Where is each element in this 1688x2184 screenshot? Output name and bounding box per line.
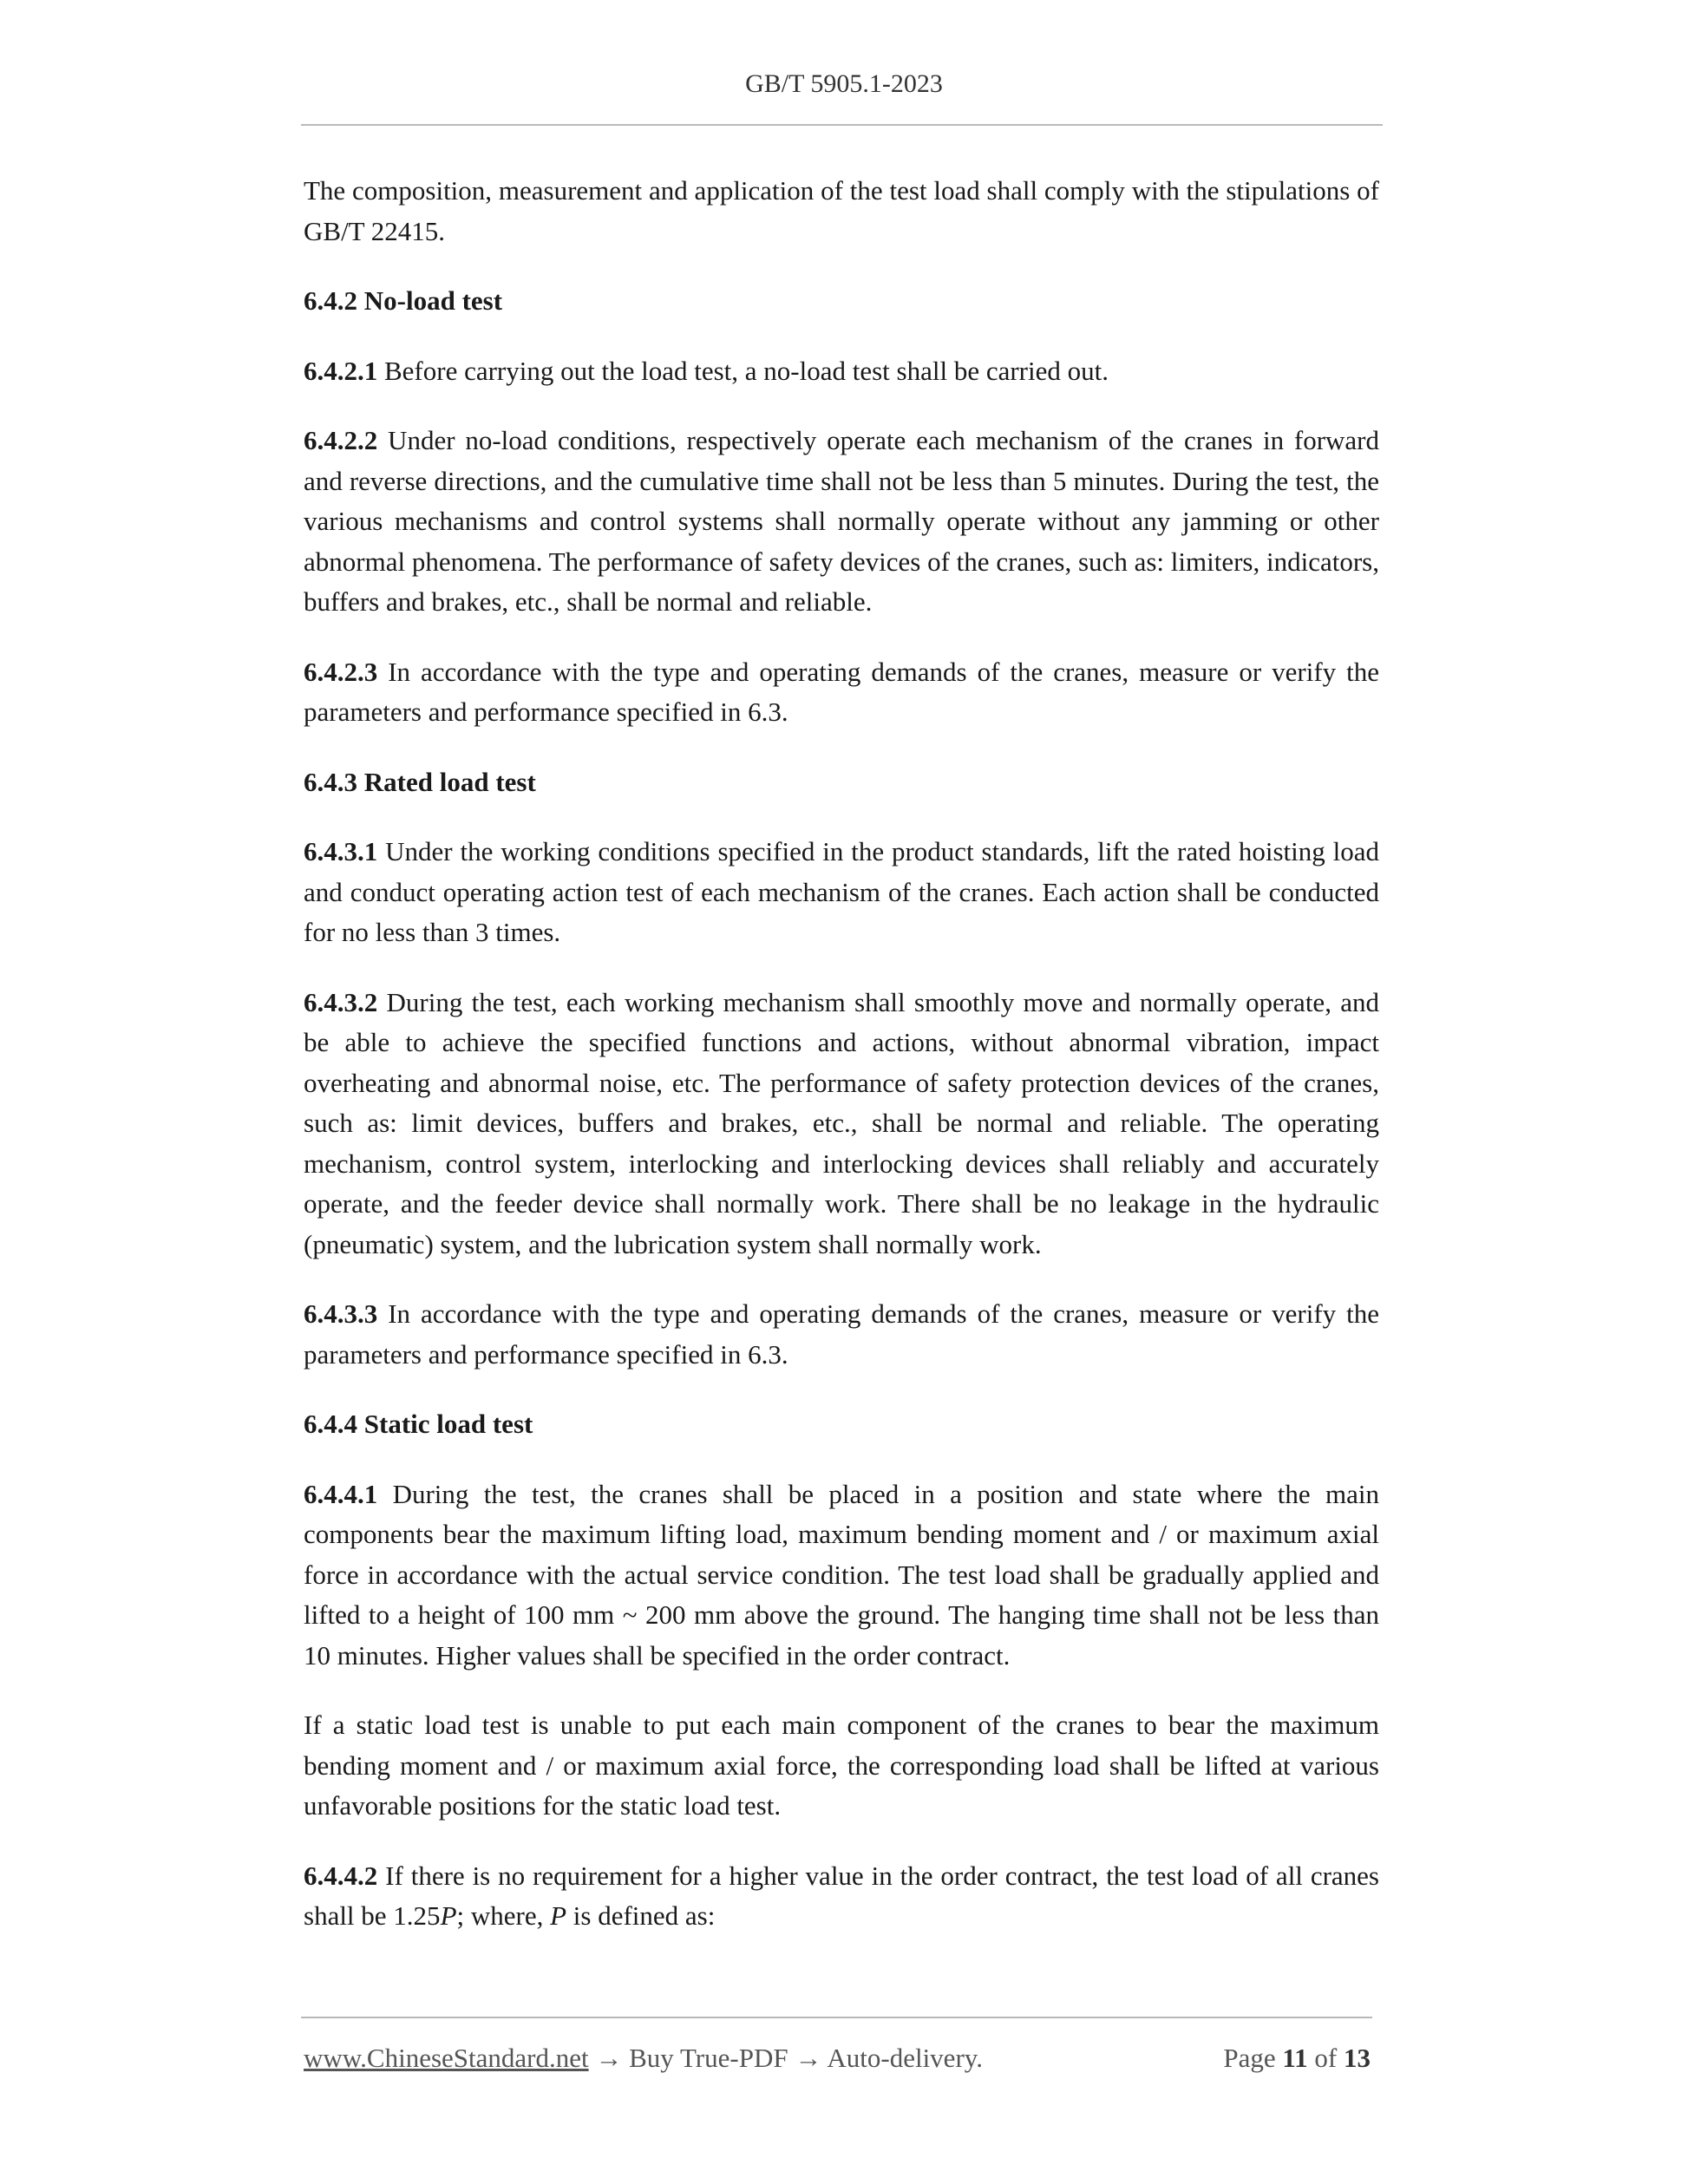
paragraph-intro: The composition, measurement and application of the test load shall comply with the stipulations of GB/T 22415.	[304, 175, 1379, 246]
footer-promo	[304, 2038, 983, 2078]
clause-6-4-2-1	[304, 351, 1379, 392]
clause-6-4-3-2	[304, 983, 1379, 1265]
paragraph-static-load-note: If a static load test is unable to put each main component of the cranes to bear the maximum bending moment and / or maximum axial force, the corresponding load shall be lifted at various unfavorable positions for the static load test.	[304, 1710, 1379, 1821]
clause-text: In accordance with the type and operating demands of the cranes, measure or verify the parameters and performance specified in 6.3.	[304, 656, 1379, 727]
variable-p: P	[440, 1900, 457, 1931]
page-label: Page	[1223, 2043, 1283, 2073]
footer-divider	[301, 2017, 1372, 2018]
document-body	[304, 171, 1379, 1966]
clause-text: If there is no requirement for a higher value in the order contract, the test load of all cranes shall be 1.25	[304, 1860, 1379, 1931]
site-link[interactable]: www.ChineseStandard.net	[304, 2043, 589, 2073]
clause-number: 6.4.3.3	[304, 1298, 378, 1329]
page-of: of	[1307, 2043, 1344, 2073]
heading-6-4-3: 6.4.3 Rated load test	[304, 766, 536, 797]
promo-text: → Buy True-PDF → Auto-delivery.	[588, 2043, 983, 2073]
clause-text: During the test, the cranes shall be placed in a position and state where the main components bear the maximum lifting load, maximum bending moment and / or maximum axial force in accordance with the actual service condition. The test load shall be gradually applied and lifted to a height of 100 mm ~ 200 mm above the ground. The hanging time shall not be less than 10 minutes. Higher values shall be specified in the order contract.	[304, 1478, 1379, 1671]
clause-number: 6.4.2.2	[304, 425, 378, 455]
clause-number: 6.4.3.2	[304, 986, 378, 1017]
clause-6-4-2-3	[304, 652, 1379, 733]
clause-6-4-3-1	[304, 832, 1379, 953]
heading-6-4-4: 6.4.4 Static load test	[304, 1409, 533, 1439]
clause-number: 6.4.3.1	[304, 836, 378, 866]
variable-p: P	[550, 1900, 567, 1931]
clause-number: 6.4.4.1	[304, 1478, 378, 1509]
clause-6-4-4-1	[304, 1475, 1379, 1677]
clause-text: In accordance with the type and operating demands of the cranes, measure or verify the parameters and performance specified in 6.3.	[304, 1298, 1379, 1370]
page-total: 13	[1344, 2043, 1371, 2073]
clause-6-4-4-2	[304, 1856, 1379, 1937]
running-header: GB/T 5905.1-2023	[745, 69, 943, 98]
clause-6-4-2-2	[304, 421, 1379, 623]
clause-text: During the test, each working mechanism shall smoothly move and normally operate, and be able to achieve the specified functions and actions, without abnormal vibration, impact overheating and abnormal noise, etc. The performance of safety protection devices of the cranes, such as: limit devices, buffers and brakes, etc., shall be normal and reliable. The operating mechanism, control system, interlocking and interlocking devices shall reliably and accurately operate, and the feeder device shall normally work. There shall be no leakage in the hydraulic (pneumatic) system, and the lubrication system shall normally work.	[304, 986, 1379, 1259]
clause-text: Before carrying out the load test, a no-load test shall be carried out.	[377, 355, 1109, 386]
clause-text: is defined as:	[566, 1900, 716, 1931]
page-current: 11	[1282, 2043, 1308, 2073]
clause-6-4-3-3	[304, 1294, 1379, 1375]
clause-number: 6.4.2.3	[304, 656, 378, 687]
clause-text: Under no-load conditions, respectively operate each mechanism of the cranes in forward and reverse directions, and the cumulative time shall not be less than 5 minutes. During the test, the various mechanisms and control systems shall normally operate without any jamming or other abnormal phenomena. The performance of safety devices of the cranes, such as: limiters, indicators, buffers and brakes, etc., shall be normal and reliable.	[304, 425, 1379, 617]
page-indicator	[1223, 2038, 1371, 2078]
clause-text: Under the working conditions specified in the product standards, lift the rated hoisting load and conduct operating action test of each mechanism of the cranes. Each action shall be conducted for no less than 3 times.	[304, 836, 1379, 947]
clause-number: 6.4.4.2	[304, 1860, 378, 1891]
heading-6-4-2: 6.4.2 No-load test	[304, 285, 503, 316]
clause-number: 6.4.2.1	[304, 355, 378, 386]
header-divider	[301, 124, 1383, 126]
clause-text: ; where,	[456, 1900, 551, 1931]
